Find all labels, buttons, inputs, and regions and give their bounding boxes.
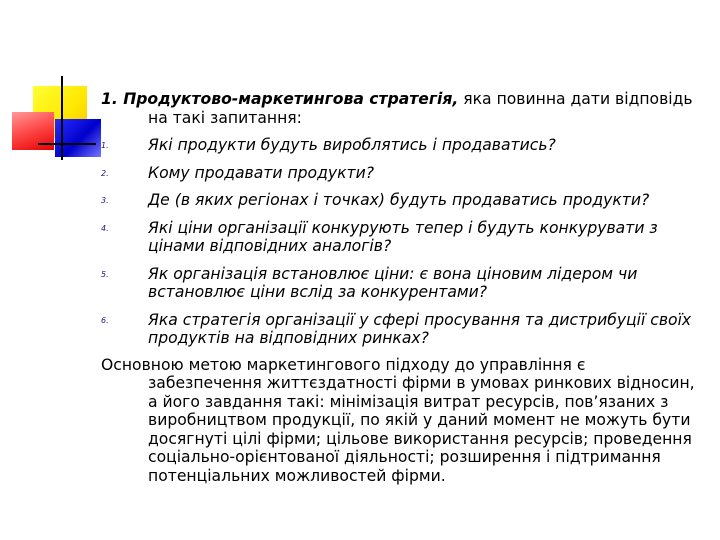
list-number: 1. bbox=[101, 141, 109, 150]
slide-body bbox=[101, 90, 701, 485]
decor-horizontal-line bbox=[38, 143, 96, 145]
list-number: 6. bbox=[101, 315, 109, 325]
list-item-text: Де (в яких регіонах і точках) будуть продаватись продукти? bbox=[148, 191, 650, 209]
list-number: 5. bbox=[101, 269, 109, 279]
list-item bbox=[101, 311, 701, 348]
list-item-text: Кому продавати продукти? bbox=[148, 163, 375, 182]
list-item bbox=[101, 164, 701, 183]
list-number: 3. bbox=[101, 196, 109, 205]
intro-heading: 1. Продуктово-маркетингова стратегія, bbox=[101, 90, 459, 108]
intro-text: яка повинна дати відповідь на такі запитання: bbox=[148, 90, 693, 127]
list-item bbox=[101, 265, 701, 302]
list-item-text: Яка стратегія організації у сфері просування та дистрибуції своїх продуктів на відповідних ринках? bbox=[148, 310, 692, 347]
list-item-text: Які продукти будуть вироблятись і продаватись? bbox=[148, 136, 556, 154]
list-number: 4. bbox=[101, 223, 109, 233]
list-item bbox=[101, 191, 701, 210]
list-item bbox=[101, 136, 701, 155]
intro-paragraph bbox=[101, 90, 701, 127]
decor-vertical-line bbox=[61, 76, 63, 160]
conclusion-paragraph: Основною метою маркетингового підходу до управління є забезпечення життєздатності фірми в умовах ринкових відносин, а його завдання такі: мінімізація витрат ресурсів, пов’язаних з виробництвом продукції, по якій у даний момент не можуть бути досягнуті цілі фірми; цільове використання ресурсів; проведення соціально-орієнтованої діяльності; розширення і підтримання потенціальних можливостей фірми. bbox=[101, 355, 695, 485]
list-item-text: Які ціни організації конкурують тепер і будуть конкурувати з цінами відповідних аналогів? bbox=[148, 218, 658, 255]
list-item-text: Як організація встановлює ціни: є вона ціновим лідером чи встановлює ціни вслід за конкурентами? bbox=[148, 264, 638, 301]
list-number: 2. bbox=[101, 168, 109, 178]
question-list bbox=[101, 136, 701, 348]
list-item bbox=[101, 219, 701, 256]
